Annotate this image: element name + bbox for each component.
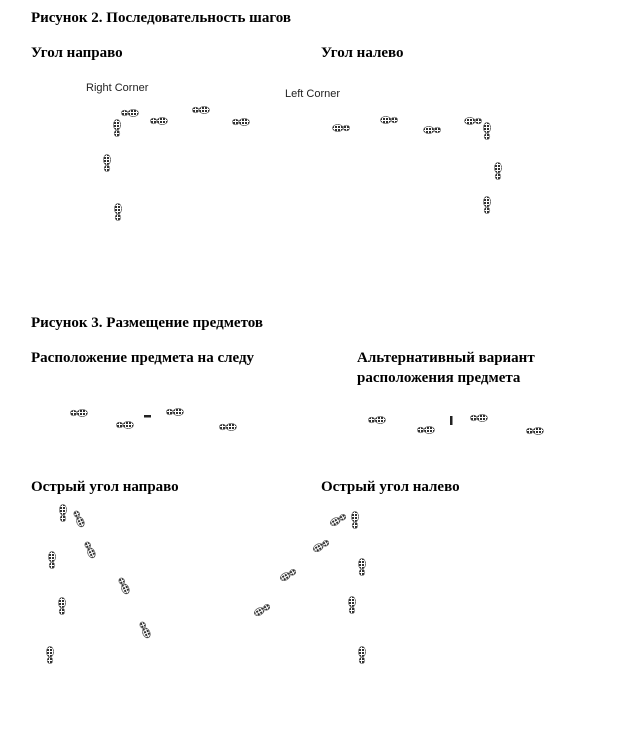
footprint-icon <box>348 597 355 614</box>
footprint-icon <box>121 109 138 116</box>
alternative-placement-diagram <box>368 414 543 434</box>
footprint-icon <box>103 155 110 172</box>
footprint-icon <box>253 603 271 618</box>
item-on-track-diagram <box>70 408 236 430</box>
footprint-icon <box>358 647 365 664</box>
footprint-icon <box>483 123 490 140</box>
footprint-icon <box>470 414 487 421</box>
item-marker <box>144 415 151 418</box>
footprint-icon <box>70 409 87 416</box>
sharp-right-diagram <box>46 505 151 664</box>
footprint-icon <box>312 539 330 554</box>
footprint-icon <box>417 426 434 433</box>
footprint-icon <box>358 559 365 576</box>
figure3-title: Рисунок 3. Размещение предметов <box>31 315 263 331</box>
footprint-icon <box>83 541 97 559</box>
footprint-icon <box>483 197 490 214</box>
right-corner-heading: Угол направо <box>31 45 123 61</box>
footprint-icon <box>48 552 55 569</box>
left-corner-heading: Угол налево <box>321 45 404 61</box>
sharp-left-heading: Острый угол налево <box>321 479 460 495</box>
footprint-icon <box>166 408 183 415</box>
alternative-heading-line1: Альтернативный вариант <box>357 350 535 366</box>
footprint-icon <box>219 423 236 430</box>
footprint-icon <box>46 647 53 664</box>
footprint-icon <box>58 598 65 615</box>
footprint-icon <box>150 117 167 124</box>
footprint-icon <box>72 510 86 528</box>
item-marker <box>450 416 453 425</box>
left-corner-diagram <box>333 116 502 213</box>
footprint-icon <box>232 118 249 125</box>
footprint-icon <box>494 163 501 180</box>
sharp-right-heading: Острый угол направо <box>31 479 179 495</box>
footprint-icon <box>381 116 398 123</box>
footprint-icon <box>138 621 152 639</box>
right-corner-diagram <box>103 106 249 220</box>
left-corner-label: Left Corner <box>285 88 341 100</box>
footprint-icon <box>333 124 350 131</box>
on-track-heading: Расположение предмета на следу <box>31 350 255 366</box>
sharp-left-diagram <box>253 512 366 664</box>
figure2-title: Рисунок 2. Последовательность шагов <box>31 10 291 26</box>
right-corner-label: Right Corner <box>86 82 149 94</box>
footprint-icon <box>351 512 358 529</box>
footprint-icon <box>465 117 482 124</box>
footprint-icon <box>192 106 209 113</box>
footprint-icon <box>329 513 347 528</box>
footprint-icon <box>114 204 121 221</box>
footprint-icon <box>117 577 131 595</box>
alternative-heading-line2: расположения предмета <box>357 370 521 386</box>
footprint-icon <box>116 421 133 428</box>
footprint-icon <box>279 568 297 583</box>
footprint-icon <box>113 120 120 137</box>
footprint-icon <box>59 505 66 522</box>
footprint-icon <box>526 427 543 434</box>
footprint-icon <box>424 126 441 133</box>
footprint-icon <box>368 416 385 423</box>
